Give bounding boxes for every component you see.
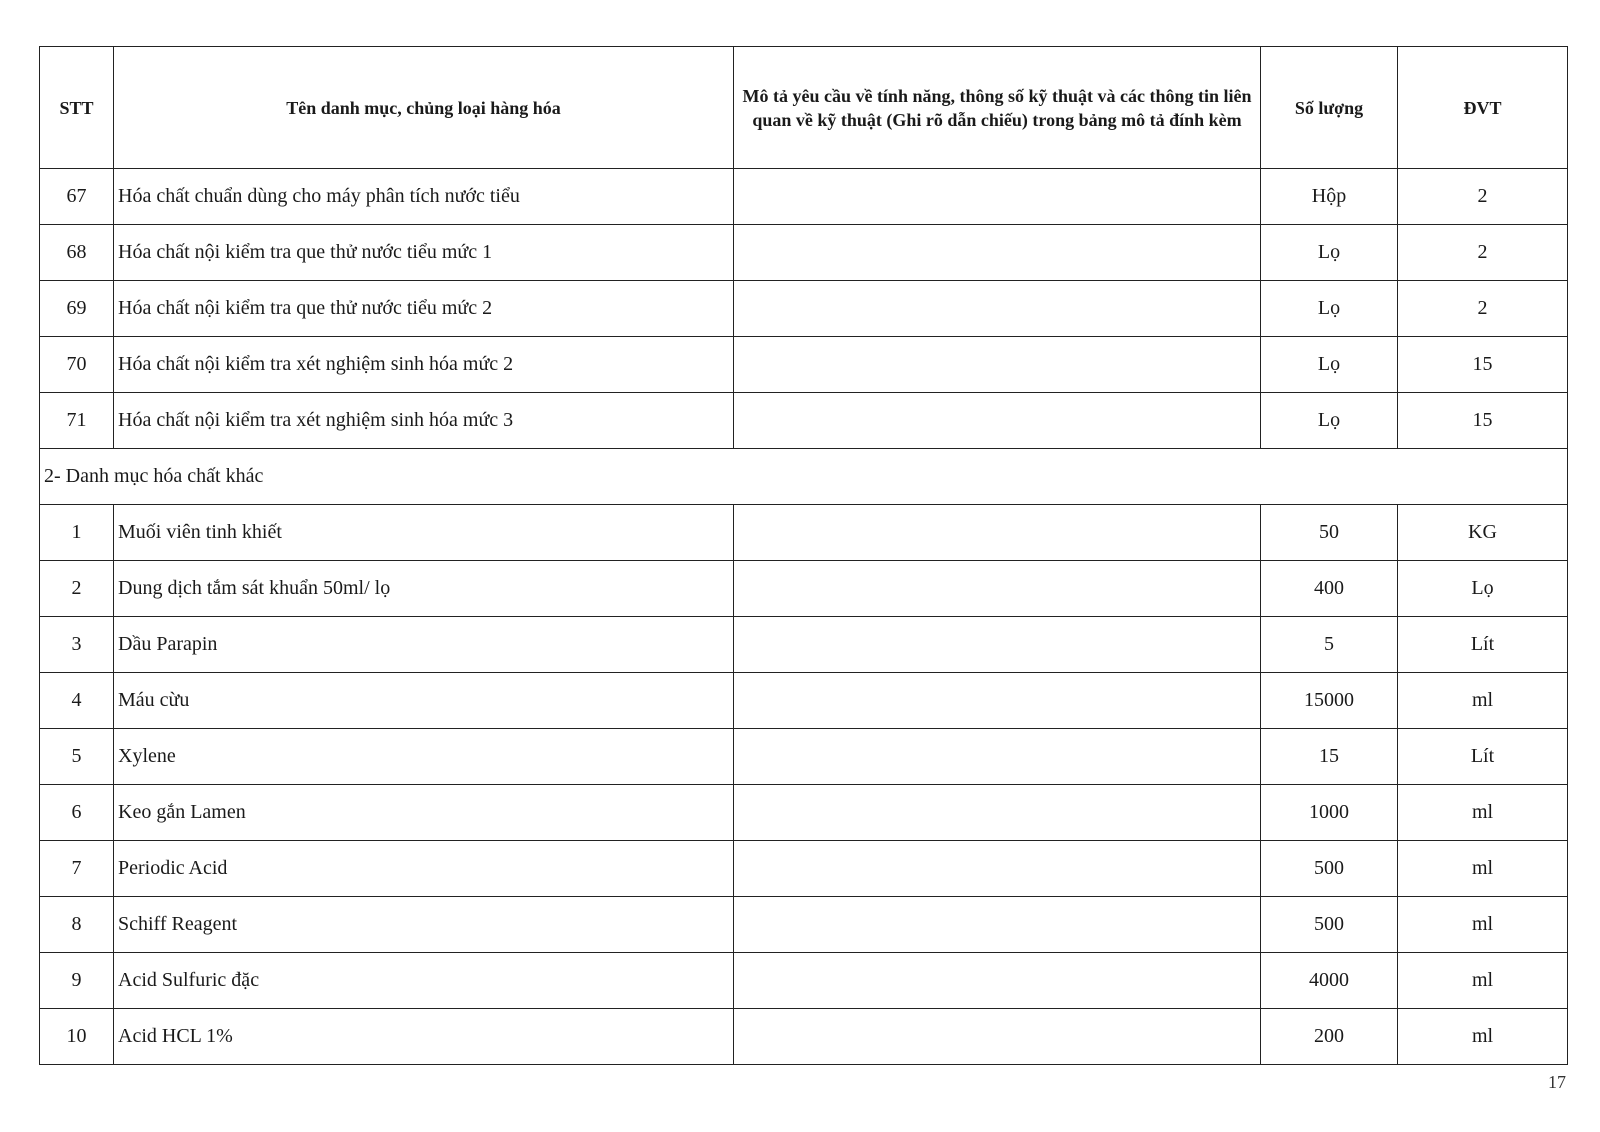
cell-name: Acid Sulfuric đặc	[114, 953, 734, 1009]
cell-stt: 68	[40, 225, 114, 281]
cell-unit: 2	[1398, 169, 1568, 225]
cell-quantity: 400	[1261, 561, 1398, 617]
table-row	[40, 897, 1568, 953]
cell-quantity: 50	[1261, 505, 1398, 561]
table-row	[40, 953, 1568, 1009]
cell-description	[734, 393, 1261, 449]
cell-stt: 9	[40, 953, 114, 1009]
cell-description	[734, 729, 1261, 785]
table-row	[40, 393, 1568, 449]
header-unit: ĐVT	[1398, 47, 1568, 169]
cell-stt: 2	[40, 561, 114, 617]
cell-description	[734, 1009, 1261, 1065]
table-row	[40, 169, 1568, 225]
cell-stt: 70	[40, 337, 114, 393]
cell-quantity: Lọ	[1261, 393, 1398, 449]
cell-stt: 67	[40, 169, 114, 225]
header-stt: STT	[40, 47, 114, 169]
page-number: 17	[1548, 1072, 1566, 1092]
cell-stt: 10	[40, 1009, 114, 1065]
table-row	[40, 1009, 1568, 1065]
cell-stt: 3	[40, 617, 114, 673]
cell-quantity: Lọ	[1261, 225, 1398, 281]
table-body-part1	[40, 169, 1568, 449]
table-row	[40, 505, 1568, 561]
table-row	[40, 729, 1568, 785]
header-description: Mô tả yêu cầu về tính năng, thông số kỹ thuật và các thông tin liên quan về kỹ thuật (Ghi rõ dẫn chiếu) trong bảng mô tả đính kèm	[734, 47, 1261, 169]
cell-unit: ml	[1398, 785, 1568, 841]
table-row	[40, 561, 1568, 617]
cell-unit: ml	[1398, 673, 1568, 729]
cell-unit: ml	[1398, 953, 1568, 1009]
cell-name: Periodic Acid	[114, 841, 734, 897]
cell-quantity: Hộp	[1261, 169, 1398, 225]
cell-stt: 8	[40, 897, 114, 953]
table-row	[40, 617, 1568, 673]
header-name: Tên danh mục, chủng loại hàng hóa	[114, 47, 734, 169]
cell-description	[734, 561, 1261, 617]
cell-description	[734, 617, 1261, 673]
cell-quantity: 200	[1261, 1009, 1398, 1065]
cell-name: Dầu Parapin	[114, 617, 734, 673]
cell-name: Xylene	[114, 729, 734, 785]
cell-description	[734, 169, 1261, 225]
cell-description	[734, 505, 1261, 561]
cell-name: Hóa chất nội kiểm tra xét nghiệm sinh hóa mức 2	[114, 337, 734, 393]
cell-description	[734, 897, 1261, 953]
cell-quantity: 4000	[1261, 953, 1398, 1009]
cell-unit: 15	[1398, 393, 1568, 449]
cell-name: Keo gắn Lamen	[114, 785, 734, 841]
table-row	[40, 841, 1568, 897]
cell-name: Muối viên tinh khiết	[114, 505, 734, 561]
cell-name: Hóa chất chuẩn dùng cho máy phân tích nước tiểu	[114, 169, 734, 225]
table-row	[40, 225, 1568, 281]
section-row	[40, 449, 1568, 505]
cell-unit: 2	[1398, 281, 1568, 337]
table-header-row	[40, 47, 1568, 169]
cell-unit: KG	[1398, 505, 1568, 561]
goods-table	[39, 46, 1568, 1065]
cell-unit: Lít	[1398, 729, 1568, 785]
cell-quantity: 5	[1261, 617, 1398, 673]
cell-name: Hóa chất nội kiểm tra xét nghiệm sinh hóa mức 3	[114, 393, 734, 449]
cell-name: Hóa chất nội kiểm tra que thử nước tiểu mức 2	[114, 281, 734, 337]
table-body-part2	[40, 505, 1568, 1065]
cell-unit: 15	[1398, 337, 1568, 393]
cell-name: Máu cừu	[114, 673, 734, 729]
cell-description	[734, 953, 1261, 1009]
cell-stt: 4	[40, 673, 114, 729]
cell-unit: 2	[1398, 225, 1568, 281]
table-row	[40, 673, 1568, 729]
table-row	[40, 337, 1568, 393]
cell-stt: 71	[40, 393, 114, 449]
cell-stt: 69	[40, 281, 114, 337]
table-row	[40, 785, 1568, 841]
cell-quantity: 15	[1261, 729, 1398, 785]
cell-quantity: 15000	[1261, 673, 1398, 729]
cell-description	[734, 785, 1261, 841]
cell-unit: Lít	[1398, 617, 1568, 673]
table-row	[40, 281, 1568, 337]
cell-description	[734, 841, 1261, 897]
header-quantity: Số lượng	[1261, 47, 1398, 169]
cell-unit: ml	[1398, 897, 1568, 953]
cell-stt: 5	[40, 729, 114, 785]
cell-quantity: Lọ	[1261, 281, 1398, 337]
cell-quantity: 500	[1261, 841, 1398, 897]
cell-name: Dung dịch tắm sát khuẩn 50ml/ lọ	[114, 561, 734, 617]
cell-quantity: Lọ	[1261, 337, 1398, 393]
section-block	[40, 449, 1568, 505]
cell-description	[734, 225, 1261, 281]
cell-quantity: 500	[1261, 897, 1398, 953]
cell-quantity: 1000	[1261, 785, 1398, 841]
cell-description	[734, 281, 1261, 337]
cell-unit: Lọ	[1398, 561, 1568, 617]
cell-name: Acid HCL 1%	[114, 1009, 734, 1065]
cell-unit: ml	[1398, 1009, 1568, 1065]
cell-stt: 1	[40, 505, 114, 561]
cell-name: Schiff Reagent	[114, 897, 734, 953]
cell-stt: 7	[40, 841, 114, 897]
cell-description	[734, 673, 1261, 729]
cell-stt: 6	[40, 785, 114, 841]
cell-description	[734, 337, 1261, 393]
section-title: 2- Danh mục hóa chất khác	[40, 449, 1568, 505]
cell-name: Hóa chất nội kiểm tra que thử nước tiểu mức 1	[114, 225, 734, 281]
cell-unit: ml	[1398, 841, 1568, 897]
